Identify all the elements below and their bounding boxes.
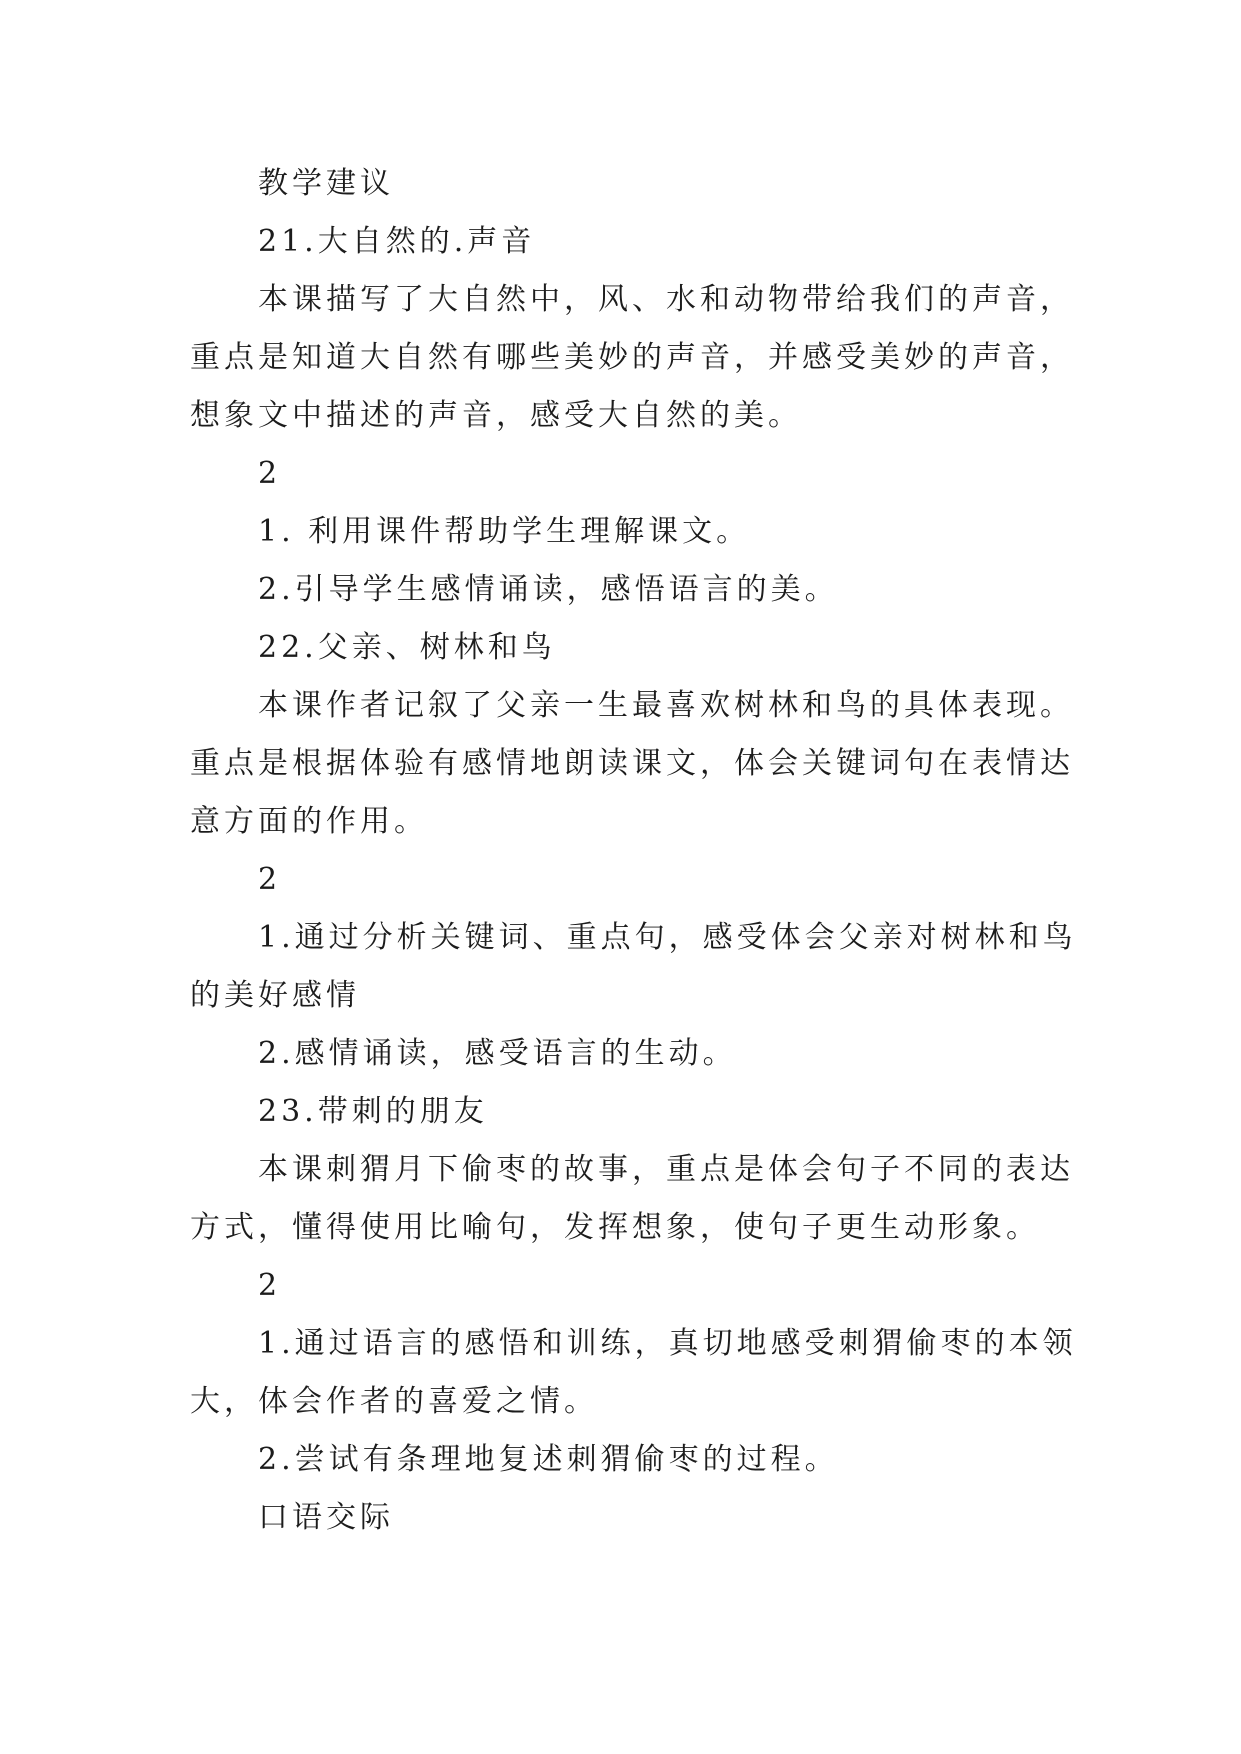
number-line [190, 1257, 1150, 1315]
lesson-summary [190, 1141, 1150, 1257]
summary-line: 本课刺猬月下偷枣的故事，重点是体会句子不同的表达 [258, 1152, 1074, 1187]
summary-line: 本课描写了大自然中，风、水和动物带给我们的声音， [258, 282, 1074, 317]
number-line-text: 2 [258, 1268, 282, 1303]
point-line: 2.感情诵读，感受语言的生动。 [258, 1036, 737, 1071]
document-page [190, 155, 1150, 1547]
summary-line: 意方面的作用。 [190, 804, 428, 839]
lesson-summary [190, 271, 1150, 445]
teaching-point [190, 909, 1150, 1025]
point-line: 1. 利用课件帮助学生理解课文。 [258, 514, 751, 549]
lesson-title-text: 22.父亲、树林和鸟 [258, 630, 556, 665]
lesson-title [190, 1083, 1150, 1141]
point-line: 2.尝试有条理地复述刺猬偷枣的过程。 [258, 1442, 839, 1477]
section-heading-text: 教学建议 [258, 166, 394, 201]
section-heading [190, 155, 1150, 213]
teaching-point [190, 1025, 1150, 1083]
summary-line: 想象文中描述的声音，感受大自然的美。 [190, 398, 802, 433]
teaching-point [190, 561, 1150, 619]
point-line: 大，体会作者的喜爱之情。 [190, 1384, 598, 1419]
lesson-title [190, 619, 1150, 677]
number-line [190, 851, 1150, 909]
teaching-point [190, 1431, 1150, 1489]
point-line: 1.通过分析关键词、重点句，感受体会父亲对树林和鸟 [258, 920, 1077, 955]
summary-line: 本课作者记叙了父亲一生最喜欢树林和鸟的具体表现。 [258, 688, 1074, 723]
number-line-text: 2 [258, 456, 282, 491]
lesson-title-text: 23.带刺的朋友 [258, 1094, 488, 1129]
summary-line: 重点是根据体验有感情地朗读课文，体会关键词句在表情达 [190, 746, 1074, 781]
number-line [190, 445, 1150, 503]
section-heading [190, 1489, 1150, 1547]
lesson-title-text: 21.大自然的.声音 [258, 224, 536, 259]
number-line-text: 2 [258, 862, 282, 897]
point-line: 2.引导学生感情诵读，感悟语言的美。 [258, 572, 839, 607]
lesson-title [190, 213, 1150, 271]
summary-line: 方式，懂得使用比喻句，发挥想象，使句子更生动形象。 [190, 1210, 1040, 1245]
summary-line: 重点是知道大自然有哪些美妙的声音，并感受美妙的声音， [190, 340, 1074, 375]
lesson-summary [190, 677, 1150, 851]
teaching-point [190, 1315, 1150, 1431]
point-line: 1.通过语言的感悟和训练，真切地感受刺猬偷枣的本领 [258, 1326, 1077, 1361]
section-heading-text: 口语交际 [258, 1500, 394, 1535]
teaching-point [190, 503, 1150, 561]
point-line: 的美好感情 [190, 978, 360, 1013]
